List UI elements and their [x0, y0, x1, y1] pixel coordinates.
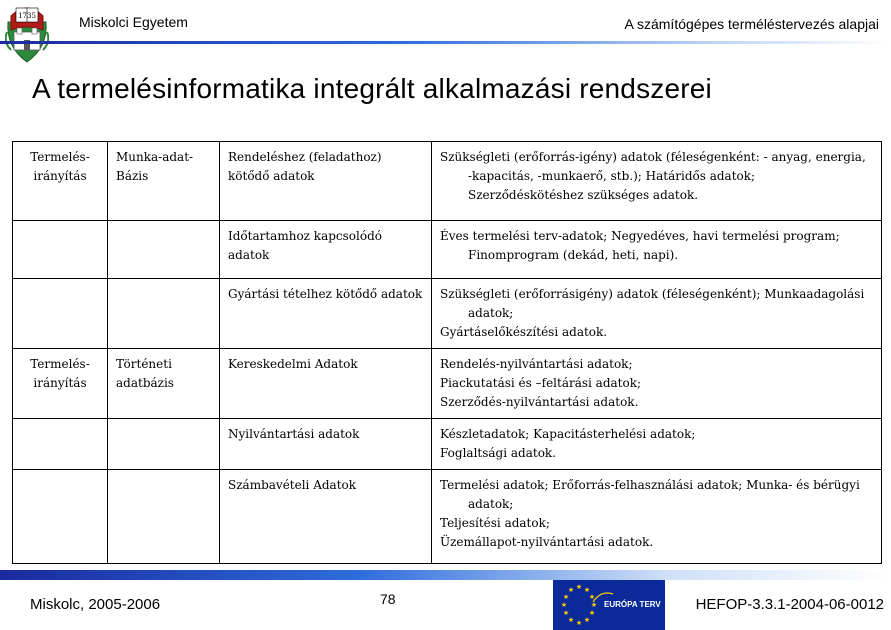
europa-terv-label: EURÓPA TERV	[604, 600, 661, 609]
cell-details: Termelési adatok; Erőforrás-felhasználási adatok; Munka- és bérügyi adatok; Teljesítési adatok; Üzemállapot-nyilvántartási adatok.	[432, 470, 882, 564]
university-name: Miskolci Egyetem	[79, 14, 188, 30]
page-number: 78	[380, 591, 396, 607]
cell-data-group: Időtartamhoz kapcsolódó adatok	[220, 221, 432, 279]
svg-text:★: ★	[588, 610, 596, 617]
footer-place-date: Miskolc, 2005-2006	[30, 596, 161, 613]
table-row	[13, 470, 882, 564]
svg-text:★: ★	[590, 602, 598, 609]
cell-database: Munka-adat-Bázis	[108, 142, 220, 221]
cell-system: Termelés-irányítás	[13, 142, 108, 221]
cell-system	[13, 419, 108, 470]
slide-title: A termelésinformatika integrált alkalmazási rendszerei	[32, 73, 712, 104]
cell-data-group: Kereskedelmi Adatok	[220, 349, 432, 419]
crest-year: 1735	[18, 12, 36, 20]
data-table	[12, 141, 882, 564]
cell-details: Éves termelési terv-adatok; Negyedéves, havi termelési program; Finomprogram (dekád, heti, napi).	[432, 221, 882, 279]
svg-text:★: ★	[562, 610, 570, 617]
cell-system: Termelés-irányítás	[13, 349, 108, 419]
cell-database	[108, 279, 220, 349]
cell-data-group: Gyártási tételhez kötődő adatok	[220, 279, 432, 349]
cell-details: Szükségleti (erőforrás-igény) adatok (féleségenként: - anyag, energia, -kapacitás, -munkaerő, stb.); Határidős adatok; Szerződéskötéshez szükséges adatok.	[432, 142, 882, 221]
cell-data-group: Számbavételi Adatok	[220, 470, 432, 564]
table-row	[13, 142, 882, 221]
table-row	[13, 349, 882, 419]
svg-text:★: ★	[562, 594, 570, 601]
project-code: HEFOP-3.3.1-2004-06-0012	[695, 596, 884, 613]
cell-system	[13, 279, 108, 349]
svg-text:★: ★	[575, 584, 583, 591]
footer-divider	[0, 570, 891, 580]
university-crest-icon	[5, 2, 49, 64]
svg-text:★: ★	[583, 587, 591, 594]
table-row	[13, 419, 882, 470]
table-row	[13, 221, 882, 279]
cell-system	[13, 470, 108, 564]
table-row	[13, 279, 882, 349]
course-title: A számítógépes terméléstervezés alapjai	[624, 16, 879, 32]
svg-text:★: ★	[567, 587, 575, 594]
cell-data-group: Rendeléshez (feladathoz) kötődő adatok	[220, 142, 432, 221]
svg-text:★: ★	[575, 620, 583, 627]
svg-text:★: ★	[567, 617, 575, 624]
cell-details: Készletadatok; Kapacitásterhelési adatok; Foglaltsági adatok.	[432, 419, 882, 470]
cell-database	[108, 470, 220, 564]
cell-database	[108, 221, 220, 279]
cell-database	[108, 419, 220, 470]
svg-text:★: ★	[588, 594, 596, 601]
cell-system	[13, 221, 108, 279]
svg-text:★: ★	[583, 617, 591, 624]
europa-terv-logo	[553, 580, 665, 630]
cell-details: Szükségleti (erőforrásigény) adatok (féleségenként); Munkaadagolási adatok; Gyártáselőkészítési adatok.	[432, 279, 882, 349]
svg-text:★: ★	[560, 602, 568, 609]
cell-details: Rendelés-nyilvántartási adatok; Piackutatási és –feltárási adatok; Szerződés-nyilvántartási adatok.	[432, 349, 882, 419]
cell-data-group: Nyilvántartási adatok	[220, 419, 432, 470]
cell-database: Történeti adatbázis	[108, 349, 220, 419]
header-divider	[0, 41, 891, 44]
